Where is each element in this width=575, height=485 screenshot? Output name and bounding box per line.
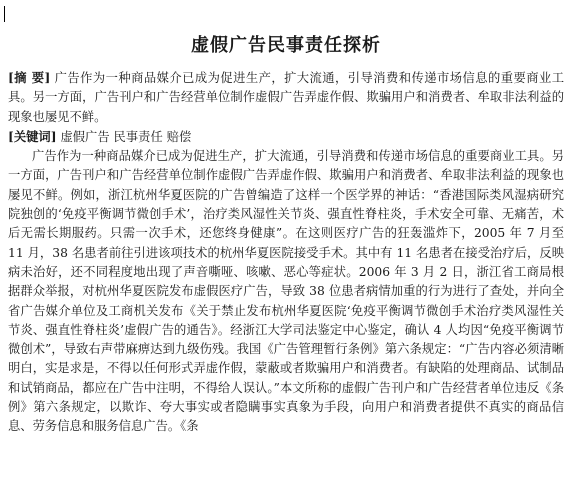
keywords-label: [关键词] <box>8 128 57 144</box>
keywords-line <box>8 127 564 147</box>
abstract-text: 广告作为一种商品媒介已成为促进生产，扩大流通，引导消费和传递市场信息的重要商业工具。另一方面，广告刊户和广告经营单位制作虚假广告弄虚作假、欺骗用户和消费者、牟取非法利益的现象也屡见不鲜。 <box>8 71 564 124</box>
document-title: 虚假广告民事责任探析 <box>191 35 381 56</box>
abstract-paragraph <box>8 68 564 127</box>
text-cursor <box>4 6 5 22</box>
document-page[interactable] <box>8 34 564 437</box>
keywords-text: 虚假广告 民事责任 赔偿 <box>60 129 192 144</box>
body-paragraph: 广告作为一种商品媒介已成为促进生产，扩大流通，引导消费和传递市场信息的重要商业工具。另一方面，广告刊户和广告经营单位制作虚假广告弄虚作假、欺骗用户和消费者、牟取非法利益的现象也屡见不鲜。例如，浙江杭州华夏医院的广告曾编造了这样一个医学界的神话：“香港国际类风湿病研究院独创的‘免疫平衡调节微创手术’，治疗类风湿性关节炎、强直性脊柱炎，手术安全可靠、无痛苦，术后无需长期服药。只需一次手术，还您终身健康”。在这则医疗广告的狂轰滥炸下，2005 年 7 月至 11 月，38 名患者前往引进该项技术的杭州华夏医院接受手术。其中有 11 名患者在接受治疗后，反映病未治好，还不同程度地出现了声音嘶哑、咳嗽、恶心等症状。2006 年 3 月 2 日，浙江省工商局根据群众举报，对杭州华夏医院发布虚假医疗广告，导致 38 位患者病情加重的行为进行了查处，并向全省广告媒介单位及工商机关发布《关于禁止发布杭州华夏医院‘免疫平衡调节微创手术治疗类风湿性关节炎、强直性脊柱炎’虚假广告的通告》。经浙江大学司法鉴定中心鉴定，确认 4 人均因“免疫平衡调节微创术”，导致右声带麻痹达到九级伤残。我国《广告管理暂行条例》第六条规定：“广告内容必须清晰明白，实是求是，不得以任何形式弄虚作假，蒙蔽或者欺骗用户和消费者。有缺陷的处理商品、试制品和试销商品，都应在广告中注明，不得给人误认。”本文所称的虚假广告刊户和广告经营者单位违反《条例》第六条规定，以欺诈、夸大事实或者隐瞒事实真象为手段，向用户和消费者提供不真实的商品信息、劳务信息和服务信息广告。《条 <box>8 149 564 434</box>
abstract-label: [摘 要] <box>8 70 51 85</box>
